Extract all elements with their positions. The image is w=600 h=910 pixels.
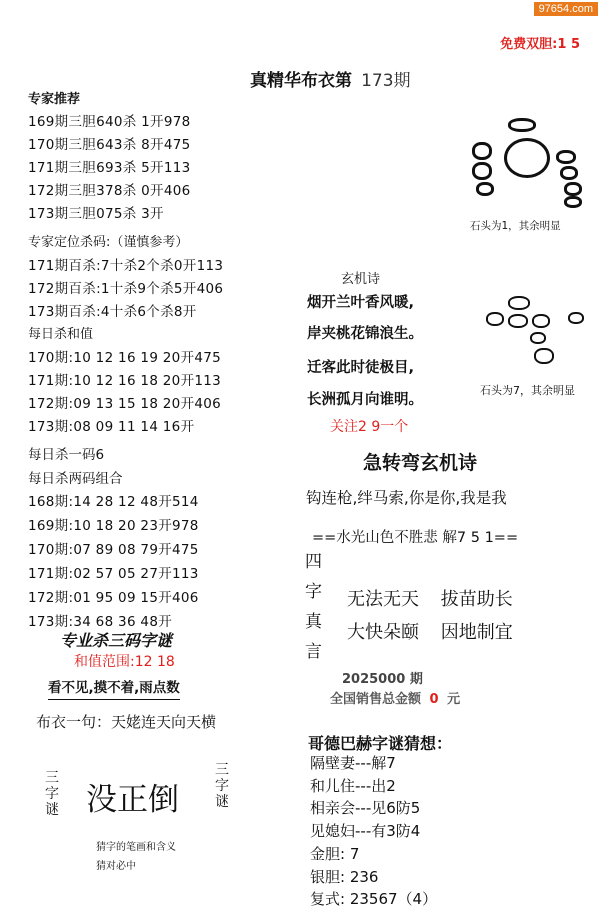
stone-shape — [560, 166, 578, 180]
daily-sum-row: 172期:09 13 15 18 20开406 — [28, 396, 222, 412]
word-riddle-side-right: 三字谜 — [215, 762, 229, 810]
stone-puzzle-2 — [478, 292, 588, 372]
stone-shape — [472, 142, 492, 160]
four-char-row-1 — [347, 585, 513, 611]
stone-shape — [534, 348, 554, 364]
position-kill-row: 172期百杀:1十杀9个杀5开406 — [28, 281, 224, 297]
four-char-side-char: 言 — [305, 642, 322, 662]
sales-label: 全国销售总金额 — [330, 692, 422, 707]
four-char-phrase: 大快朵颐 — [347, 622, 419, 643]
stone-shape — [568, 312, 584, 324]
four-char-phrase: 因地制宜 — [440, 622, 513, 643]
word-riddle-note1: 猜字的笔画和含义 — [96, 842, 176, 853]
stone-shape — [508, 296, 530, 310]
kill-one-code: 每日杀一码6 — [28, 447, 105, 463]
stone-shape — [564, 196, 582, 208]
kill-two-row: 172期:01 95 09 15开406 — [28, 590, 199, 606]
poem-line: 长洲孤月向谁明。 — [307, 392, 423, 408]
stone-shape — [508, 314, 528, 328]
buyi-line: 布衣一句：天姥连天向天横 — [36, 713, 217, 731]
turn-poem-heading: 急转弯玄机诗 — [363, 452, 478, 474]
stone-shape — [556, 150, 576, 164]
daily-sum-row: 171期:10 12 16 18 20开113 — [28, 373, 222, 389]
poem-line: 岸夹桃花锦浪生。 — [307, 326, 423, 342]
word-riddle-note2: 猜对必中 — [96, 861, 136, 872]
expert-row: 169期三胆640杀 1开978 — [28, 114, 191, 130]
goldbach-row: 见媳妇---有3防4 — [310, 822, 421, 840]
turn-poem-answer: ==水光山色不胜悲 解7 5 1== — [312, 530, 519, 546]
stone-shape — [532, 314, 550, 328]
goldbach-row: 银胆: 236 — [310, 868, 379, 886]
goldbach-heading: 哥德巴赫字谜猜想： — [308, 734, 453, 753]
four-char-side-char: 真 — [305, 612, 322, 632]
stone-caption-2: 石头为7，其余明显 — [480, 384, 575, 397]
position-kill-row: 171期百杀:7十杀2个杀0开113 — [28, 258, 224, 274]
stone-shape — [530, 332, 546, 344]
kill-two-row: 171期:02 57 05 27开113 — [28, 566, 199, 582]
sales-unit: 元 — [447, 692, 461, 707]
poem-line: 烟开兰叶香风暖, — [307, 295, 415, 311]
goldbach-row: 复式: 23567（4） — [310, 890, 438, 908]
kill-two-row: 169期:10 18 20 23开978 — [28, 518, 199, 534]
stone-shape — [564, 182, 582, 196]
four-char-side — [305, 547, 325, 667]
four-char-side-char: 四 — [305, 552, 322, 572]
sales-total — [330, 688, 460, 707]
four-char-row-2 — [347, 618, 513, 644]
word-riddle-main: 没正倒 — [86, 782, 179, 818]
free-double-pick: 免费双胆:1 5 — [500, 37, 580, 52]
sales-amount: 0 — [429, 692, 439, 707]
sum-range: 和值范围:12 18 — [74, 654, 175, 670]
poem-focus: 关注2 9一个 — [330, 419, 409, 435]
goldbach-row: 相亲会---见6防5 — [310, 799, 421, 817]
expert-row: 172期三胆378杀 0开406 — [28, 183, 191, 199]
four-char-phrase: 无法无天 — [347, 589, 419, 610]
expert-row: 170期三胆643杀 8开475 — [28, 137, 191, 153]
expert-row: 173期三胆075杀 3开 — [28, 206, 164, 222]
position-kill-row: 173期百杀:4十杀6个杀8开 — [28, 304, 197, 320]
stone-shape — [476, 182, 494, 196]
stone-shape — [508, 118, 536, 132]
stone-shape — [472, 162, 492, 180]
title-text: 真精华布衣第 — [250, 71, 352, 91]
four-char-side-char: 字 — [305, 582, 322, 602]
position-kill-heading: 专家定位杀码:（谨慎参考） — [28, 235, 189, 250]
stone-shape — [486, 312, 504, 326]
expert-heading: 专家推荐 — [28, 92, 81, 107]
goldbach-row: 金胆: 7 — [310, 845, 360, 863]
site-watermark: 97654.com — [534, 2, 598, 16]
page-title — [250, 66, 411, 91]
expert-row: 171期三胆693杀 5开113 — [28, 160, 191, 176]
kill-two-heading: 每日杀两码组合 — [28, 471, 123, 487]
poem-line: 迁客此时徒极目, — [307, 360, 415, 376]
riddle3-phrase: 看不见,摸不着,雨点数 — [48, 676, 180, 700]
daily-sum-heading: 每日杀和值 — [28, 327, 94, 342]
kill-two-row: 170期:07 89 08 79开475 — [28, 542, 199, 558]
stone-caption-1: 石头为1，其余明显 — [470, 220, 561, 232]
poem-heading: 玄机诗 — [341, 272, 381, 287]
four-char-phrase: 拔苗助长 — [440, 589, 513, 610]
stone-shape — [504, 138, 550, 178]
goldbach-row: 和儿住---出2 — [310, 777, 396, 795]
word-riddle-side-left: 三字谜 — [45, 770, 59, 818]
issue-number: 173期 — [361, 71, 411, 91]
goldbach-row: 隔壁妻---解7 — [310, 754, 396, 772]
stone-puzzle-1 — [462, 110, 592, 210]
daily-sum-row: 170期:10 12 16 19 20开475 — [28, 350, 222, 366]
daily-sum-row: 173期:08 09 11 14 16开 — [28, 419, 195, 435]
riddle3-heading: 专业杀三码字谜 — [60, 631, 173, 650]
turn-poem-line: 钩连枪,绊马索,你是你,我是我 — [306, 489, 507, 507]
kill-two-row: 168期:14 28 12 48开514 — [28, 494, 199, 510]
sales-issue: 2025000 期 — [342, 672, 423, 687]
kill-two-row: 173期:34 68 36 48开 — [28, 614, 173, 630]
